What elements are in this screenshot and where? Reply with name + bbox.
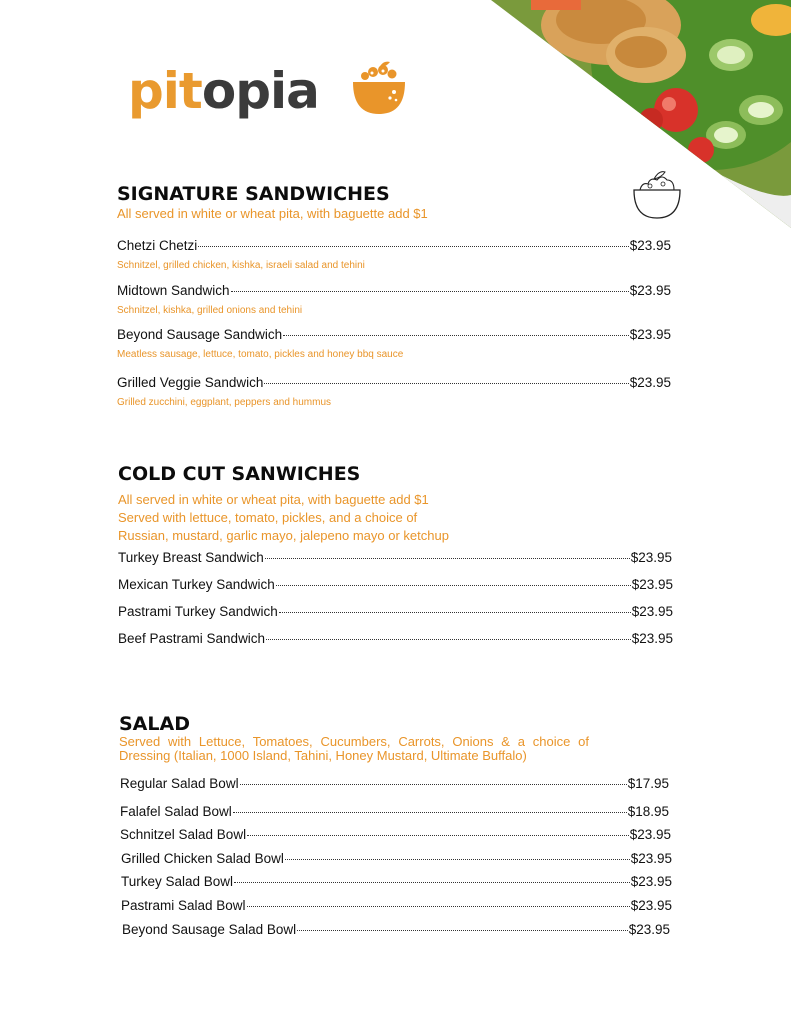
section-title: SIGNATURE SANDWICHES [117,183,390,205]
item-name: Turkey Breast Sandwich [118,550,264,565]
section-subtitle-line: Served with Lettuce, Tomatoes, Cucumbers, Carrots, Onions & a choice of [119,734,589,749]
menu-item [117,283,671,298]
section-subtitle-line: All served in white or wheat pita, with baguette add $1 [118,492,429,507]
item-price: $17.95 [627,776,669,791]
item-name: Chetzi Chetzi [117,238,198,253]
item-price: $23.95 [630,550,672,565]
item-price: $23.95 [631,577,673,592]
item-price: $23.95 [629,827,671,842]
item-price: $23.95 [628,922,670,937]
menu-item [117,327,671,342]
dot-leader [240,784,627,785]
item-price: $23.95 [629,238,671,253]
dot-leader [247,835,629,836]
signature-sandwiches-header [117,183,428,223]
dot-leader [265,558,630,559]
menu-item [118,604,673,619]
item-name: Grilled Chicken Salad Bowl [121,851,284,866]
dot-leader [266,639,631,640]
salad-header [119,713,589,763]
cold-cut-header [118,463,449,545]
menu-item [117,375,671,390]
item-name: Turkey Salad Bowl [121,874,234,889]
item-description: Schnitzel, kishka, grilled onions and tehini [117,305,303,316]
menu-item [118,577,673,592]
item-price: $23.95 [630,898,672,913]
item-name: Mexican Turkey Sandwich [118,577,275,592]
item-name: Beyond Sausage Sandwich [117,327,283,342]
item-price: $23.95 [631,604,673,619]
section-title: SALAD [119,713,190,735]
menu-item [121,851,672,866]
item-price: $23.95 [631,631,673,646]
section-subtitle-line: Dressing (Italian, 1000 Island, Tahini, Honey Mustard, Ultimate Buffalo) [119,748,527,763]
section-subtitle: All served in white or wheat pita, with baguette add $1 [117,206,428,221]
section-subtitle-line: Served with lettuce, tomato, pickles, and a choice of [118,510,418,525]
item-name: Pastrami Salad Bowl [121,898,246,913]
salad-bowl-outline-icon [632,168,682,220]
item-price: $23.95 [630,851,672,866]
item-name: Pastrami Turkey Sandwich [118,604,278,619]
menu-item [121,874,672,889]
menu-item [118,631,673,646]
dot-leader [279,612,631,613]
dot-leader [297,930,628,931]
bowl-with-salad-icon [350,58,408,116]
item-price: $18.95 [627,804,669,819]
item-description: Meatless sausage, lettuce, tomato, pickles and honey bbq sauce [117,349,404,360]
logo-text-opia: opia [201,62,319,120]
dot-leader [276,585,631,586]
menu-item [120,776,669,791]
item-name: Regular Salad Bowl [120,776,239,791]
dot-leader [233,812,627,813]
item-name: Grilled Veggie Sandwich [117,375,264,390]
brand-logo [128,58,408,124]
menu-item [120,804,669,819]
item-name: Midtown Sandwich [117,283,230,298]
item-description: Schnitzel, grilled chicken, kishka, israeli salad and tehini [117,260,365,271]
item-price: $23.95 [629,375,671,390]
item-name: Beyond Sausage Salad Bowl [122,922,297,937]
menu-item [122,922,670,937]
item-name: Beef Pastrami Sandwich [118,631,266,646]
item-price: $23.95 [630,874,672,889]
dot-leader [264,383,628,384]
item-name: Falafel Salad Bowl [120,804,232,819]
dot-leader [285,859,630,860]
dot-leader [234,882,630,883]
menu-item [117,238,671,253]
menu-item [120,827,671,842]
item-price: $23.95 [629,283,671,298]
item-price: $23.95 [629,327,671,342]
menu-item [121,898,672,913]
item-description: Grilled zucchini, eggplant, peppers and hummus [117,397,332,408]
dot-leader [283,335,629,336]
item-name: Schnitzel Salad Bowl [120,827,247,842]
dot-leader [231,291,629,292]
section-subtitle-line: Russian, mustard, garlic mayo, jalepeno mayo or ketchup [118,528,449,543]
dot-leader [198,246,628,247]
section-title: COLD CUT SANWICHES [118,463,361,485]
logo-text-pit: pit [128,62,202,120]
dot-leader [247,906,630,907]
menu-item [118,550,672,565]
